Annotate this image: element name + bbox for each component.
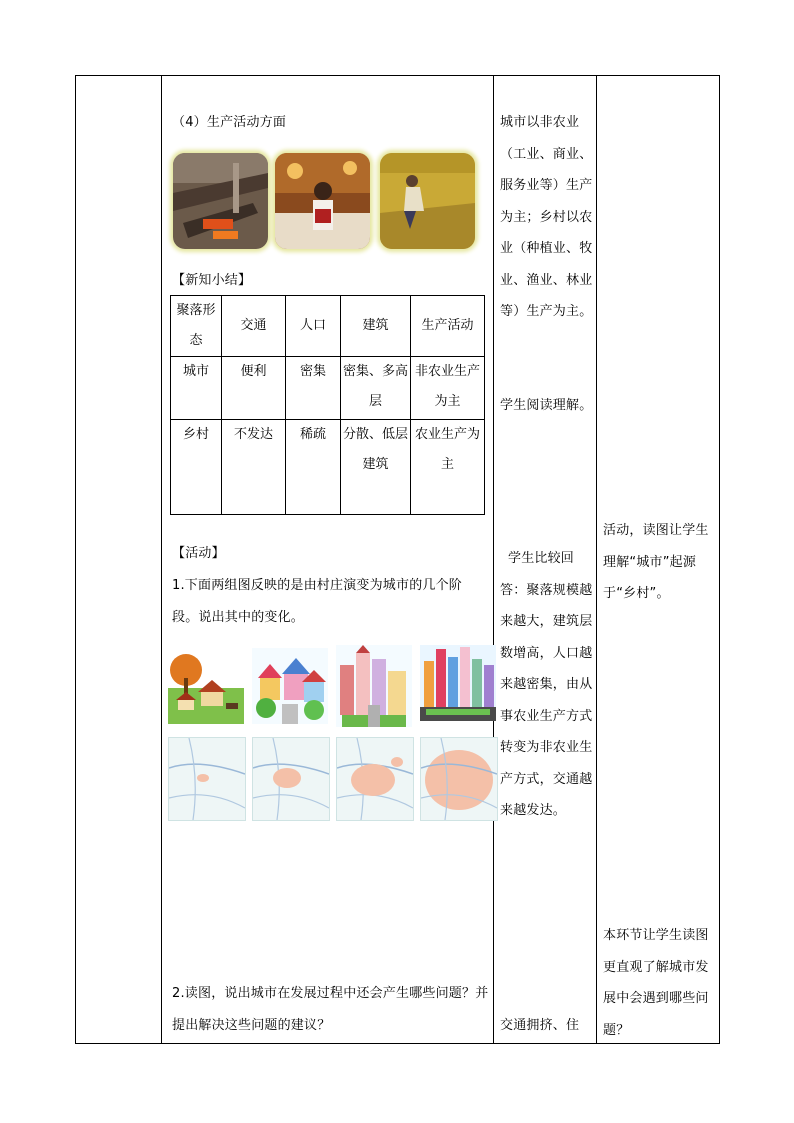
teaching-note-activity: 活动，读图让学生理解“城市”起源于“乡村”。 — [603, 523, 709, 601]
small-city-map — [336, 737, 414, 821]
activity-heading: 【活动】 — [172, 546, 225, 561]
table-header-cell: 建筑 — [341, 296, 411, 357]
table-cell: 非农业生产为主 — [411, 357, 485, 420]
question-1: 1.下面两组图反映的是由村庄演变为城市的几个阶段。说出其中的变化。 — [172, 578, 463, 625]
table-cell: 农业生产为主 — [411, 420, 485, 515]
village-map — [168, 737, 246, 821]
answer-problems: 交通拥挤、住 — [500, 1018, 580, 1033]
table-header-cell: 交通 — [222, 296, 286, 357]
table-header-cell: 人口 — [286, 296, 341, 357]
small-city-illustration — [336, 645, 412, 721]
answer-production: 城市以非农业（工业、商业、服务业等）生产为主；乡村以农业（种植业、牧业、渔业、林业等）生产为主。 — [500, 115, 593, 319]
column-divider — [596, 76, 597, 1043]
factory-photo — [173, 153, 268, 249]
answer-comparison: 学生比较回答：聚落规模越来越大，建筑层数增高，人口越来越密集，由从事农业生产方式转变为非农业生产方式，交通越来越发达。 — [500, 551, 593, 818]
metropolis-illustration — [420, 645, 496, 721]
rice-field-photo — [380, 153, 475, 249]
village-illustration — [168, 648, 244, 724]
table-header-row — [171, 296, 485, 357]
metropolis-map — [420, 737, 498, 821]
table-cell: 密集 — [286, 357, 341, 420]
column-divider — [161, 76, 162, 1043]
table-header-cell: 聚落形态 — [171, 296, 222, 357]
town-map — [252, 737, 330, 821]
table-cell: 分散、低层建筑 — [341, 420, 411, 515]
answer-reading: 学生阅读理解。 — [500, 398, 593, 413]
section-title: （4）生产活动方面 — [172, 115, 287, 130]
teaching-note-problems: 本环节让学生读图更直观了解城市发展中会遇到哪些问题？ — [603, 928, 709, 1038]
town-illustration — [252, 648, 328, 724]
table-cell: 城市 — [171, 357, 222, 420]
settlement-comparison-table — [170, 295, 485, 515]
table-header-cell: 生产活动 — [411, 296, 485, 357]
table-cell: 密集、多高层 — [341, 357, 411, 420]
table-cell: 便利 — [222, 357, 286, 420]
summary-heading: 【新知小结】 — [172, 273, 252, 288]
waitress-photo — [275, 153, 370, 249]
table-row — [171, 420, 485, 515]
table-row — [171, 357, 485, 420]
table-cell: 不发达 — [222, 420, 286, 515]
column-divider — [493, 76, 494, 1043]
table-cell: 乡村 — [171, 420, 222, 515]
table-cell: 稀疏 — [286, 420, 341, 515]
question-2: 2.读图，说出城市在发展过程中还会产生哪些问题？并提出解决这些问题的建议？ — [172, 986, 489, 1033]
